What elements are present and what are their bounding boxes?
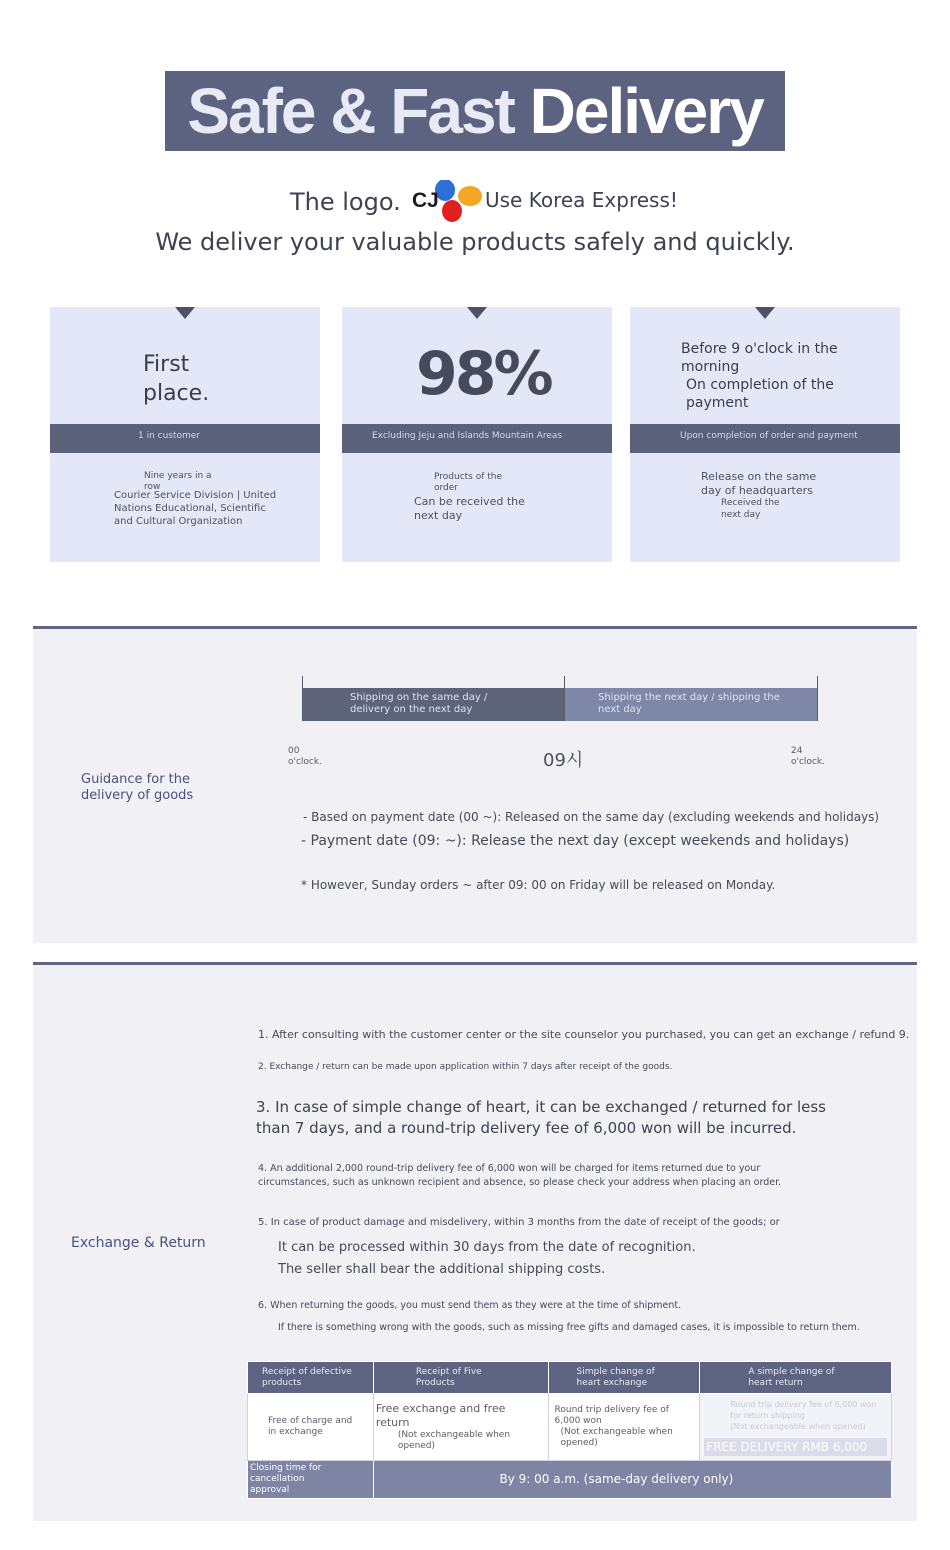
timeline-segment-line: Shipping the next day / shipping the: [598, 692, 780, 703]
policy-item-6-note: If there is something wrong with the goods, such as missing free gifts and damaged cases, it is impossible to return them.: [278, 1322, 860, 1333]
table-cell-line: in exchange: [268, 1427, 323, 1437]
table-cell-note: opened): [397, 1441, 436, 1451]
table-header-line: Simple change of: [576, 1367, 655, 1377]
table-cell-note: (Not exchangeable when: [397, 1430, 511, 1440]
policy-item-4-line: 4. An additional 2,000 round-trip delivery fee of 6,000 won will be charged for items returned due to your: [258, 1163, 761, 1174]
timeline-segment-line: delivery on the next day: [350, 704, 473, 715]
card-bar: [630, 424, 900, 453]
table-cell: [248, 1394, 374, 1461]
card-detail-line: Can be received the: [414, 495, 525, 508]
table-footer-row: [248, 1461, 892, 1499]
card-pointer: [175, 307, 195, 319]
card-detail-line: and Cultural Organization: [114, 516, 243, 527]
table-footer-label-line: Closing time for cancellation: [250, 1463, 322, 1484]
card-headline-line: Before 9 o'clock in the: [681, 341, 838, 357]
delivery-guide-label: [81, 772, 193, 804]
table-header-row: [248, 1362, 892, 1394]
table-cell-line: (Not exchangeable when opened): [730, 1421, 866, 1431]
table-cell: [700, 1394, 892, 1461]
free-delivery-badge: FREE DELIVERY RMB 6,000: [704, 1438, 887, 1456]
table-cell-line: Round trip delivery fee of: [554, 1405, 669, 1415]
exchange-return-section: [33, 962, 917, 1521]
card-detail-line: day of headquarters: [701, 484, 813, 497]
card-bar-text: Excluding Jeju and Islands Mountain Areas: [372, 431, 563, 441]
table-footer-label-line: approval: [250, 1485, 290, 1495]
delivery-guide-section: [33, 626, 917, 943]
card-detail-line: Release on the same: [701, 470, 817, 483]
timeline-unit: o'clock.: [791, 757, 825, 767]
delivery-rule-weekend: * However, Sunday orders ~ after 09: 00 on Friday will be released on Monday.: [301, 878, 776, 892]
exchange-return-label: Exchange & Return: [71, 1235, 206, 1251]
card-headline-line: place.: [143, 381, 210, 406]
table-row: [248, 1394, 892, 1461]
carrier-slogan: Use Korea Express!: [485, 188, 678, 212]
card-detail-line: next day: [414, 509, 463, 522]
policy-item-5-note: The seller shall bear the additional shipping costs.: [278, 1262, 606, 1277]
table-header-line: Receipt of defective: [262, 1367, 352, 1377]
banner-title-part1: Safe & Fast: [187, 75, 514, 147]
delivery-timeline: [302, 676, 818, 721]
card-detail-line: row: [144, 482, 161, 492]
policy-item-2: 2. Exchange / return can be made upon application within 7 days after receipt of the goods.: [258, 1062, 673, 1072]
card-detail: [414, 495, 525, 523]
policy-item-5-note: It can be processed within 30 days from the date of recognition.: [278, 1240, 696, 1255]
timeline-hour: 24: [791, 746, 803, 756]
policy-item-6: 6. When returning the goods, you must send them as they were at the time of shipment.: [258, 1300, 682, 1311]
card-detail-line: Products of the: [434, 472, 503, 482]
timeline-segment-text: [598, 692, 780, 716]
card-detail-line: order: [434, 483, 458, 493]
table-cell-note: (Not exchangeable when: [560, 1427, 673, 1437]
feature-card-ranking: [50, 307, 320, 562]
table-cell-line: Round trip delivery fee of 6,000 won for return shipping: [730, 1399, 877, 1420]
card-headline: [143, 350, 209, 408]
table-header: [548, 1362, 700, 1394]
card-bar: [50, 424, 320, 453]
policy-item-4-line: circumstances, such as unknown recipient and absence, so please check your address when placing an order.: [258, 1177, 782, 1188]
card-detail-line: next day: [721, 510, 761, 520]
timeline-segment-line: next day: [598, 704, 642, 715]
card-detail-line: Nations Educational, Scientific: [114, 503, 266, 514]
policy-item-3-line: 3. In case of simple change of heart, it can be exchanged / returned for less: [256, 1098, 826, 1116]
card-detail: [701, 470, 816, 498]
card-detail-top: [434, 472, 502, 494]
timeline-same-day-segment: [302, 688, 564, 721]
cj-logo-text: CJ: [412, 189, 439, 212]
banner-title-part2: Delivery: [529, 75, 763, 147]
tagline: We deliver your valuable products safely and quickly.: [155, 228, 795, 256]
timeline-unit: o'clock.: [288, 757, 322, 767]
table-header-line: products: [262, 1378, 302, 1388]
table-header-line: A simple change of: [748, 1367, 835, 1377]
card-headline-line: First: [143, 352, 190, 377]
policy-item-4: [258, 1162, 781, 1190]
carrier-line: [0, 180, 950, 224]
table-cell: [373, 1394, 548, 1461]
table-header-line: heart exchange: [576, 1378, 648, 1388]
table-header-line: heart return: [748, 1378, 803, 1388]
card-detail-line: Received the: [721, 498, 780, 508]
table-footer-label: [248, 1461, 374, 1499]
timeline-tick-end: [817, 676, 818, 721]
table-cell-note: opened): [560, 1438, 598, 1448]
card-detail-bottom: [721, 497, 780, 521]
card-bar: [342, 424, 612, 453]
policy-item-3-line: than 7 days, and a round-trip delivery fee of 6,000 won will be incurred.: [256, 1119, 797, 1137]
card-bar-text: Upon completion of order and payment: [680, 431, 858, 441]
table-cell-line: Free of charge and: [268, 1416, 353, 1426]
card-pointer: [467, 307, 487, 319]
return-policy-table: [247, 1361, 892, 1499]
timeline-tick-cutoff: [564, 676, 565, 721]
policy-item-3: [256, 1097, 826, 1139]
card-pointer: [755, 307, 775, 319]
card-detail: [114, 489, 276, 528]
feature-card-percentage: [342, 307, 612, 562]
card-detail-line: Courier Service Division | United: [114, 490, 277, 501]
delivery-rule-same-day: - Based on payment date (00 ~): Released on the same day (excluding weekends and holidays): [303, 810, 880, 824]
table-cell-line: 6,000 won: [554, 1416, 602, 1426]
policy-item-5: 5. In case of product damage and misdelivery, within 3 months from the date of receipt of the goods; or: [258, 1217, 780, 1228]
policy-item-1: 1. After consulting with the customer center or the site counselor you purchased, you can get an exchange / refund 9.: [258, 1028, 910, 1041]
feature-card-timing: [630, 307, 900, 562]
delivery-rule-next-day: - Payment date (09: ~): Release the next day (except weekends and holidays): [301, 833, 850, 849]
card-headline: [681, 340, 838, 412]
card-headline-line: morning: [681, 359, 740, 375]
table-header: [700, 1362, 892, 1394]
title-banner: [165, 71, 785, 151]
timeline-segment-text: [350, 692, 487, 716]
table-header-line: Receipt of Five: [415, 1367, 482, 1377]
card-headline: 98%: [416, 339, 551, 409]
table-cell-line: Free exchange and free return: [375, 1402, 506, 1429]
banner-title: [165, 71, 785, 151]
timeline-cutoff-label: 09시: [543, 750, 584, 771]
table-header: [248, 1362, 374, 1394]
table-footer-value: By 9: 00 a.m. (same-day delivery only): [373, 1461, 891, 1499]
timeline-tick-start: [302, 676, 303, 721]
card-headline-line: On completion of the: [686, 377, 834, 393]
card-bar-text: 1 in customer: [138, 431, 201, 441]
card-headline-line: payment: [686, 395, 749, 411]
card-detail-line: Nine years in a: [144, 471, 212, 481]
cj-logo-icon: [410, 180, 486, 224]
timeline-start-label: [288, 746, 322, 768]
timeline-segment-line: Shipping on the same day /: [350, 692, 488, 703]
timeline-hour: 00: [288, 746, 300, 756]
table-header-line: Products: [415, 1378, 455, 1388]
logo-label: The logo.: [290, 188, 401, 216]
section-label-line: Guidance for the: [81, 772, 191, 787]
timeline-next-day-segment: [564, 688, 818, 721]
table-cell: [548, 1394, 700, 1461]
section-label-line: delivery of goods: [81, 788, 194, 803]
table-header: [373, 1362, 548, 1394]
timeline-end-label: [791, 746, 825, 768]
